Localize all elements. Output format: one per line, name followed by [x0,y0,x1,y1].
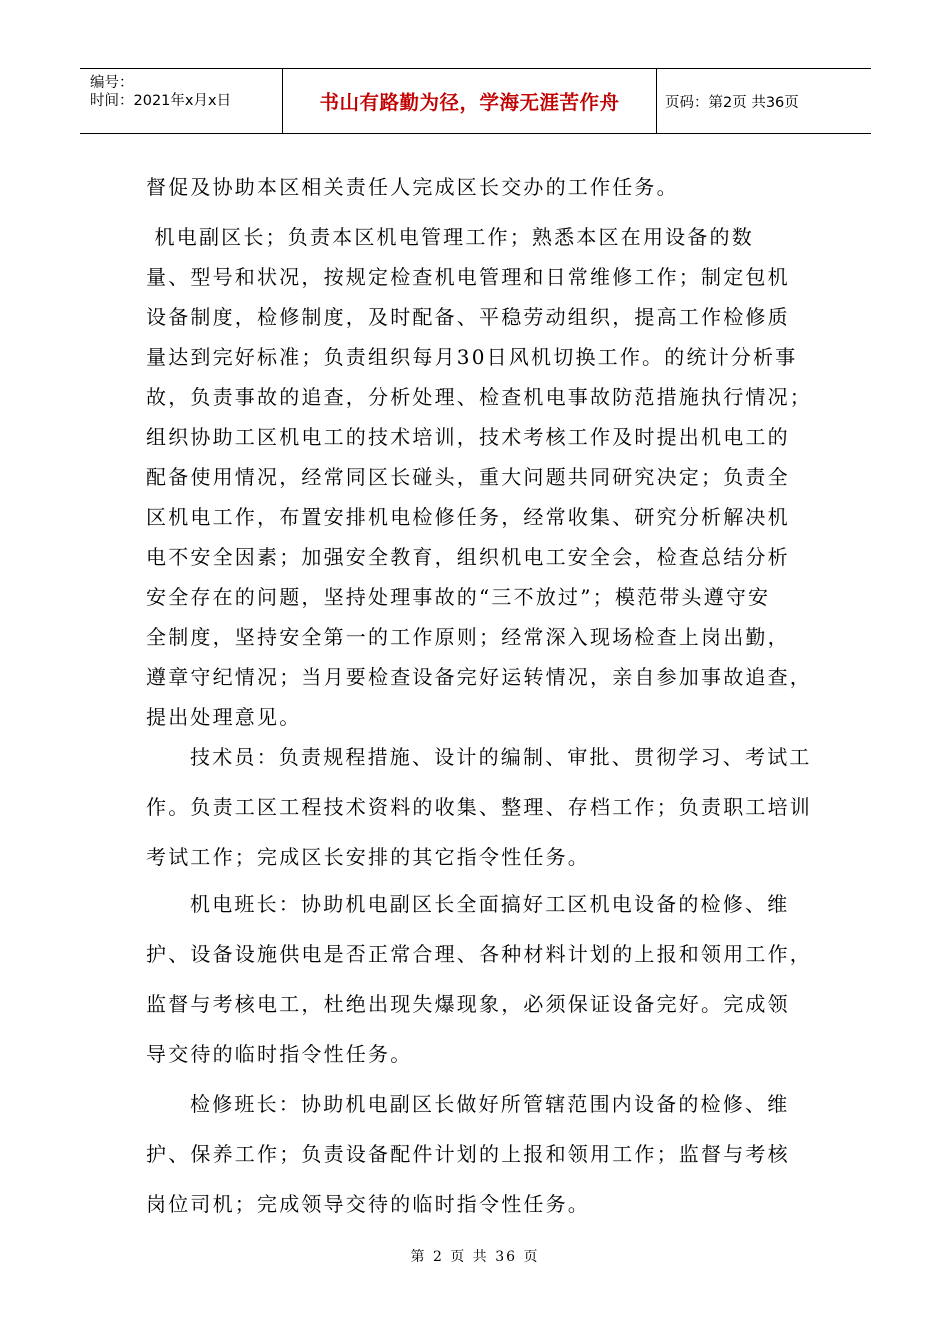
text-line: 考试工作；完成区长安排的其它指令性任务。 [146,845,590,869]
header-meta-cell [80,69,283,133]
text-line: 提出处理意见。 [146,705,302,729]
text-line: 岗位司机；完成领导交待的临时指令性任务。 [146,1192,590,1216]
text-line: 遵章守纪情况；当月要检查设备完好运转情况，亲自参加事故追查， [146,665,812,689]
page-footer [0,1246,950,1266]
text-line: 电不安全因素；加强安全教育，组织机电工安全会，检查总结分析 [146,545,790,569]
text-line: 故，负责事故的追查，分析处理、检查机电事故防范措施执行情况； [146,385,812,409]
motto-text: 书山有路勤为径，学海无涯苦作舟 [319,91,620,114]
text-line: 检修班长：协助机电副区长做好所管辖范围内设备的检修、维 [190,1092,790,1116]
text-line: 量、型号和状况，按规定检查机电管理和日常维修工作；制定包机 [146,265,790,289]
text-line: 督促及协助本区相关责任人完成区长交办的工作任务。 [146,175,679,199]
text-line: 机电班长：协助机电副区长全面搞好工区机电设备的检修、维 [190,892,790,916]
text-line: 设备制度，检修制度，及时配备、平稳劳动组织，提高工作检修质 [146,305,790,329]
text-line: 护、设备设施供电是否正常合理、各种材料计划的上报和领用工作， [146,942,812,966]
text-line: 作。负责工区工程技术资料的收集、整理、存档工作；负责职工培训 [146,795,812,819]
page-info: 页码：第2页 共36页 [665,94,799,111]
header-page-cell [657,69,871,133]
paragraph-4 [146,879,812,1079]
document-header [80,68,871,134]
paragraph-1 [146,167,679,207]
paragraph-5 [146,1079,790,1229]
text-line: 监督与考核电工，杜绝出现失爆现象，必须保证设备完好。完成领 [146,992,790,1016]
text-line: 全制度，坚持安全第一的工作原则；经常深入现场检查上岗出勤， [146,625,790,649]
paragraph-3 [146,732,812,882]
text-line: 安全存在的问题，坚持处理事故的“三不放过”；模范带头遵守安 [146,585,771,609]
paragraph-2 [146,217,812,737]
number-label: 编号： [90,75,134,91]
text-line: 护、保养工作；负责设备配件计划的上报和领用工作；监督与考核 [146,1142,790,1166]
time-label: 时间：2021年x月x日 [90,93,232,109]
text-line: 组织协助工区机电工的技术培训，技术考核工作及时提出机电工的 [146,425,790,449]
text-line: 导交待的临时指令性任务。 [146,1042,413,1066]
text-line: 机电副区长；负责本区机电管理工作；熟悉本区在用设备的数 [146,225,754,249]
text-line: 区机电工作，布置安排机电检修任务，经常收集、研究分析解决机 [146,505,790,529]
text-line: 技术员：负责规程措施、设计的编制、审批、贯彻学习、考试工 [190,745,812,769]
footer-page-number: 第 2 页 共 36 页 [410,1249,540,1265]
text-line: 配备使用情况，经常同区长碰头，重大问题共同研究决定；负责全 [146,465,790,489]
text-line: 量达到完好标准；负责组织每月30日风机切换工作。的统计分析事 [146,345,798,369]
header-motto-cell [283,69,657,133]
